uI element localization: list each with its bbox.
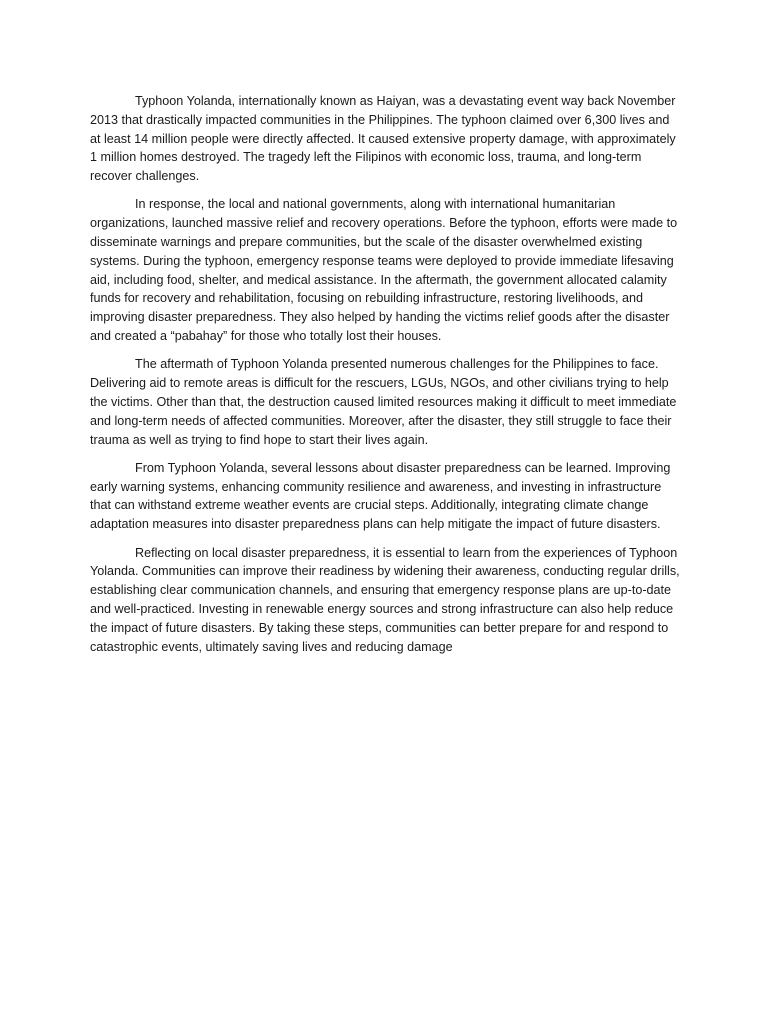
paragraph-local-preparedness: Reflecting on local disaster preparedness, it is essential to learn from the experiences of Typhoon Yolanda. Communities can improve their readiness by widening their awareness, conducting regular drills, establishing clear communication channels, and ensuring that emergency response plans are up-to-date and well-practiced. Investing in renewable energy sources and strong infrastructure can also help reduce the impact of future disasters. By taking these steps, communities can better prepare for and respond to catastrophic events, ultimately saving lives and reducing damage	[90, 545, 680, 654]
paragraph-aftermath-challenges: The aftermath of Typhoon Yolanda presented numerous challenges for the Philippines to face. Delivering aid to remote areas is difficult for the rescuers, LGUs, NGOs, and other civilians trying to help the victims. Other than that, the destruction caused limited resources making it difficult to meet immediate and long-term needs of affected communities. Moreover, after the disaster, they still struggle to face their trauma as well as trying to find hope to start their lives again.	[90, 357, 677, 447]
paragraph-response-efforts: In response, the local and national governments, along with international humanitarian organizations, launched massive relief and recovery operations. Before the typhoon, efforts were made to disseminate warnings and prepare communities, but the scale of the disaster overwhelmed existing systems. During the typhoon, emergency response teams were deployed to provide immediate lifesaving aid, including food, shelter, and medical assistance. In the aftermath, the government allocated calamity funds for recovery and rehabilitation, focusing on rebuilding infrastructure, restoring livelihoods, and improving disaster preparedness. They also helped by handing the victims relief goods after the disaster and created a “pabahay” for those who totally lost their houses.	[90, 197, 678, 344]
paragraph-lessons-learned: From Typhoon Yolanda, several lessons about disaster preparedness can be learned. Improving early warning systems, enhancing community resilience and awareness, and investing in infrastructure that can withstand extreme weather events are crucial steps. Additionally, integrating climate change adaptation measures into disaster preparedness plans can help mitigate the impact of future disasters.	[90, 460, 671, 532]
document-body	[90, 92, 680, 666]
paragraph-typhoon-overview: Typhoon Yolanda, internationally known as Haiyan, was a devastating event way back November 2013 that drastically impacted communities in the Philippines. The typhoon claimed over 6,300 lives and at least 14 million people were directly affected. It caused extensive property damage, with approximately 1 million homes destroyed. The tragedy left the Filipinos with economic loss, trauma, and long-term recover challenges.	[90, 94, 676, 184]
